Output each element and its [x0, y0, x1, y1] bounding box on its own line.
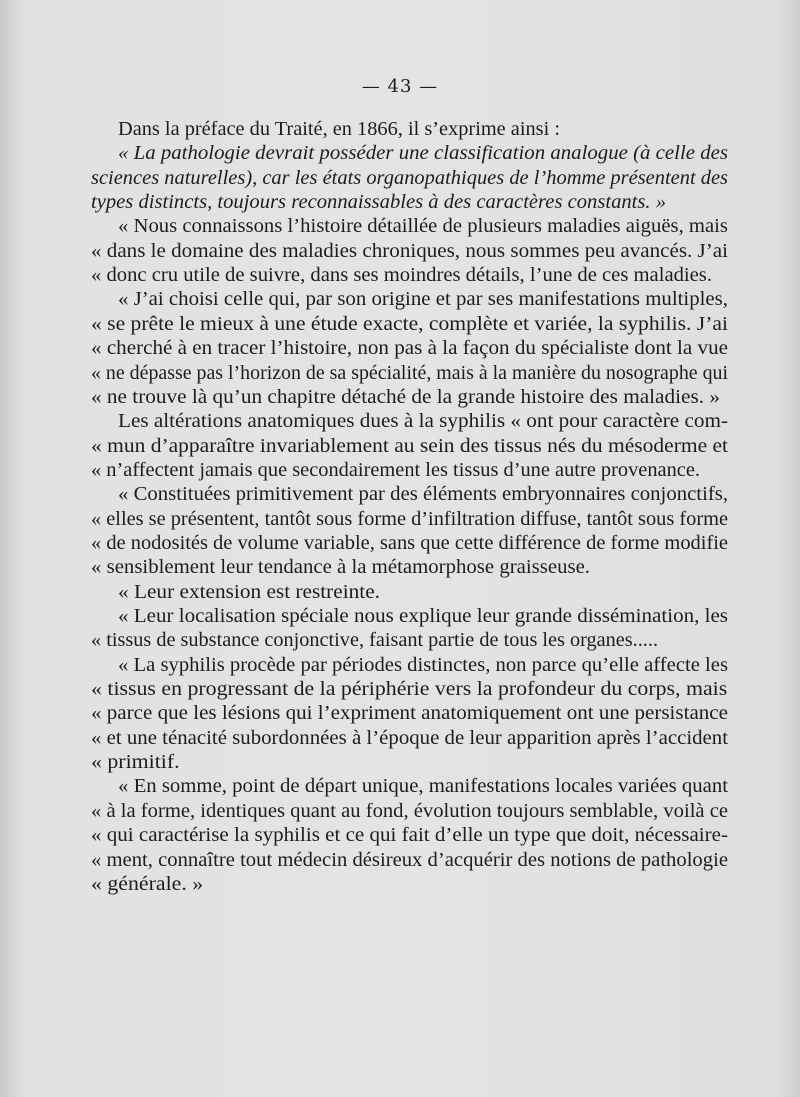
text-line: « n’affectent jamais que secondairement les tissus d’une autre provenance.: [91, 459, 700, 481]
text-line: « ne dépasse pas l’horizon de sa spécialité, mais à la manière du nosographe qui: [91, 362, 729, 384]
text-line: « La pathologie devrait posséder une classification analogue (à celle des: [118, 143, 728, 165]
text-line: « et une ténacité subordonnées à l’époque de leur apparition après l’accident: [91, 727, 729, 749]
text-line: Dans la préface du Traité, en 1866, il s’exprime ainsi :: [118, 119, 560, 140]
text-line: « ment, connaître tout médecin désireux d’acquérir des notions de pathologie: [91, 849, 728, 871]
text-line: types distincts, toujours reconnaissables à des caractères constants. »: [91, 192, 667, 214]
text-line: « En somme, point de départ unique, manifestations locales variées quant: [118, 776, 729, 798]
page-number: — 43 —: [361, 76, 439, 97]
text-line: « ne trouve là qu’un chapitre détaché de la grande histoire des maladies. »: [91, 386, 720, 408]
text-line: « La syphilis procède par périodes distinctes, non parce qu’elle affecte les: [118, 654, 729, 676]
text-line: « mun d’apparaître invariablement au sein des tissus nés du mésoderme et: [91, 435, 729, 457]
text-line: « sensiblement leur tendance à la métamorphose graisseuse.: [91, 557, 591, 579]
text-line: « à la forme, identiques quant au fond, évolution toujours semblable, voilà ce: [91, 800, 729, 822]
text-line: « tissus en progressant de la périphérie vers la profondeur du corps, mais: [91, 679, 728, 701]
text-line: « Constituées primitivement par des éléments embryonnaires conjonctifs,: [118, 484, 729, 506]
text-line: « donc cru utile de suivre, dans ses moindres détails, l’une de ces maladies.: [91, 265, 712, 287]
text-line: Les altérations anatomiques dues à la syphilis « ont pour caractère com-: [118, 411, 728, 433]
text-line: « Nous connaissons l’histoire détaillée de plusieurs maladies aiguës, mais: [118, 216, 728, 238]
text-line: « tissus de substance conjonctive, faisant partie de tous les organes.....: [91, 630, 659, 652]
text-line: « générale. »: [91, 873, 204, 895]
text-line: « Leur localisation spéciale nous explique leur grande dissémination, les: [118, 606, 729, 627]
text-line: « se prête le mieux à une étude exacte, complète et variée, la syphilis. J’ai: [91, 313, 728, 335]
text-line: « dans le domaine des maladies chroniques, nous sommes peu avancés. J’ai: [91, 240, 728, 262]
text-line: « Leur extension est restreinte.: [118, 581, 380, 603]
text-line: « parce que les lésions qui l’expriment anatomiquement ont une persistance: [91, 703, 728, 725]
text-line: « cherché à en tracer l’histoire, non pas à la façon du spécialiste dont la vue: [91, 338, 728, 360]
text-line: « de nodosités de volume variable, sans que cette différence de forme modifie: [91, 532, 729, 554]
text-line: sciences naturelles), car les états organopathiques de l’homme présentent des: [91, 167, 729, 189]
text-line: « primitif.: [91, 752, 180, 774]
text-line: « qui caractérise la syphilis et ce qui fait d’elle un type que doit, nécessaire-: [91, 825, 728, 847]
text-line: « elles se présentent, tantôt sous forme d’infiltration diffuse, tantôt sous forme: [91, 508, 728, 530]
text-line: « J’ai choisi celle qui, par son origine et par ses manifestations multiples,: [118, 289, 729, 311]
